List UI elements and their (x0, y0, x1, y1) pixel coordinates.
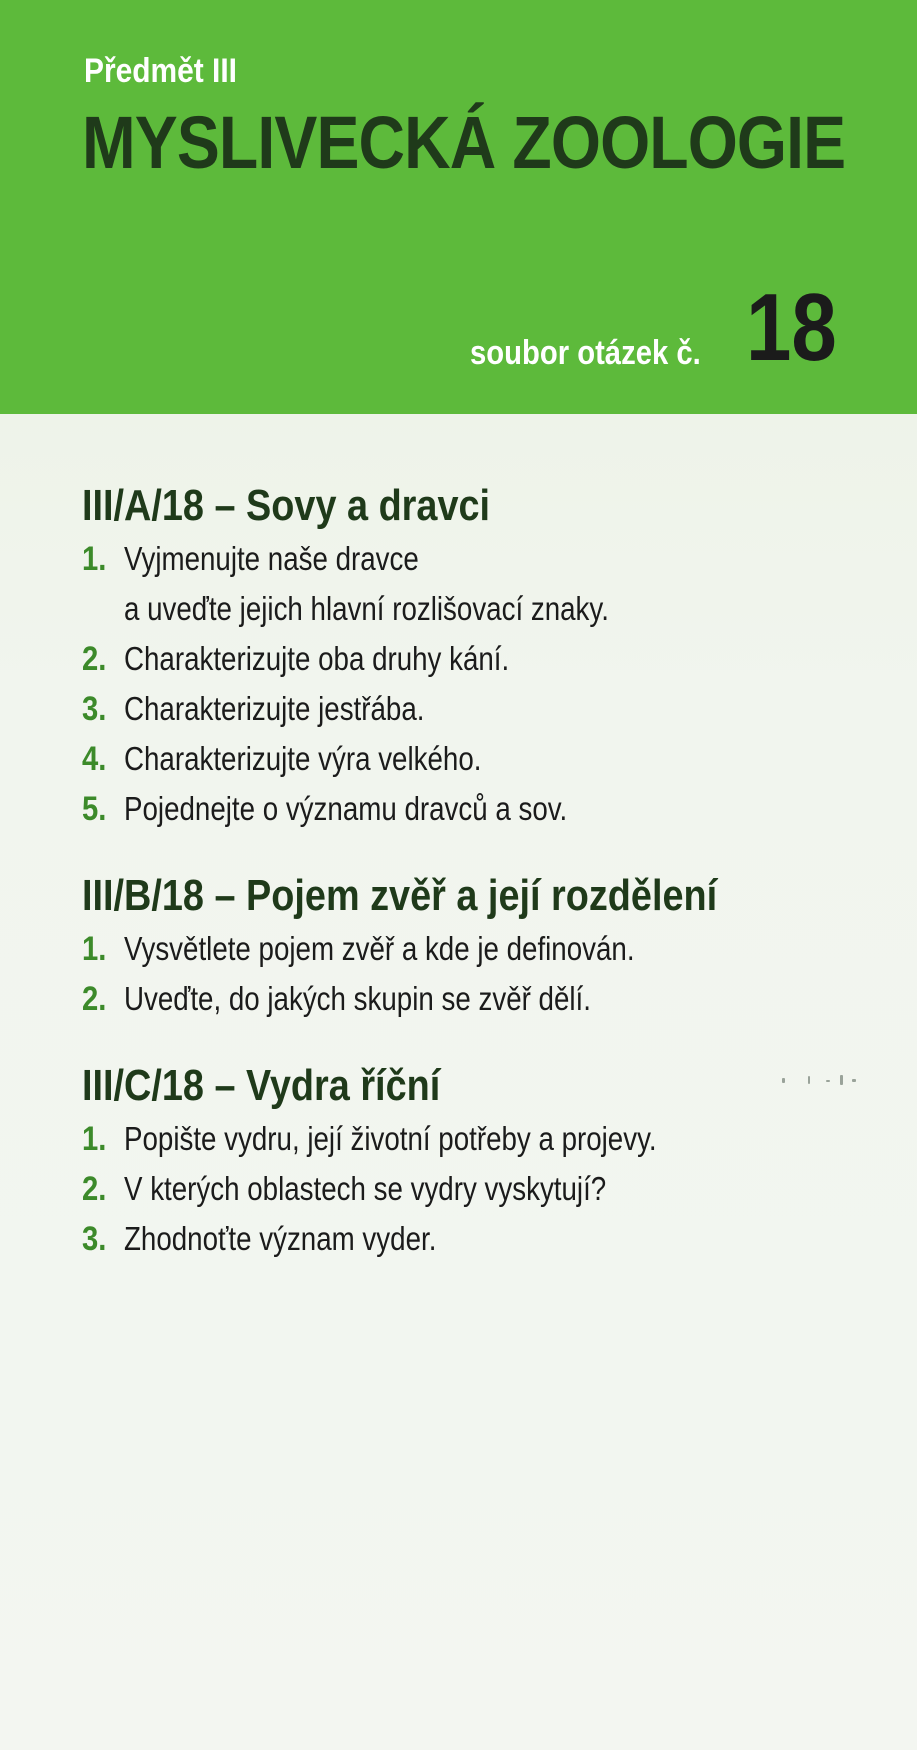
question-set-number: 18 (746, 274, 837, 381)
question-number: 5. (82, 790, 107, 828)
question-item (82, 924, 902, 974)
section-c (82, 1058, 902, 1264)
question-item (82, 1214, 902, 1264)
question-number: 4. (82, 740, 107, 778)
question-number: 1. (82, 930, 107, 968)
question-text (124, 684, 424, 734)
header-band (0, 0, 917, 414)
question-set-label: soubor otázek č. (470, 334, 701, 372)
question-number: 3. (82, 1220, 107, 1258)
section-title: III/B/18 – Pojem zvěř a její rozdělení (82, 871, 718, 920)
section-a (82, 478, 902, 834)
question-item (82, 684, 902, 734)
question-line: V kterých oblastech se vydry vyskytují? (124, 1170, 607, 1207)
question-item (82, 1114, 902, 1164)
question-text (124, 974, 591, 1024)
question-number: 1. (82, 540, 107, 578)
question-text (124, 924, 635, 974)
question-line: Pojednejte o významu dravců a sov. (124, 790, 568, 827)
question-line: Zhodnoťte význam vyder. (124, 1220, 437, 1257)
question-text (124, 734, 481, 784)
question-text (124, 784, 567, 834)
question-text (124, 634, 509, 684)
question-sections (82, 478, 902, 1298)
question-line: Vysvětlete pojem zvěř a kde je definován. (124, 930, 635, 967)
section-b (82, 868, 902, 1024)
question-item (82, 734, 902, 784)
section-title: III/C/18 – Vydra říční (82, 1061, 441, 1110)
question-line: Charakterizujte oba druhy kání. (124, 640, 510, 677)
question-text (124, 1114, 657, 1164)
question-item (82, 534, 902, 634)
question-number: 1. (82, 1120, 107, 1158)
question-item (82, 974, 902, 1024)
question-item (82, 634, 902, 684)
question-number: 2. (82, 1170, 107, 1208)
question-line: a uveďte jejich hlavní rozlišovací znaky. (124, 590, 609, 627)
question-line: Charakterizujte výra velkého. (124, 740, 482, 777)
question-number: 3. (82, 690, 107, 728)
page-title: MYSLIVECKÁ ZOOLOGIE (82, 101, 846, 184)
section-title: III/A/18 – Sovy a dravci (82, 481, 491, 530)
question-number: 2. (82, 640, 107, 678)
question-line: Vyjmenujte naše dravce (124, 540, 419, 577)
question-line: Uveďte, do jakých skupin se zvěř dělí. (124, 980, 591, 1017)
question-text (124, 1214, 436, 1264)
question-item (82, 1164, 902, 1214)
question-item (82, 784, 902, 834)
subject-label: Předmět III (84, 52, 237, 90)
print-specks (782, 1074, 862, 1088)
question-text (124, 534, 609, 634)
question-text (124, 1164, 606, 1214)
question-line: Popište vydru, její životní potřeby a projevy. (124, 1120, 657, 1157)
question-line: Charakterizujte jestřába. (124, 690, 425, 727)
question-number: 2. (82, 980, 107, 1018)
